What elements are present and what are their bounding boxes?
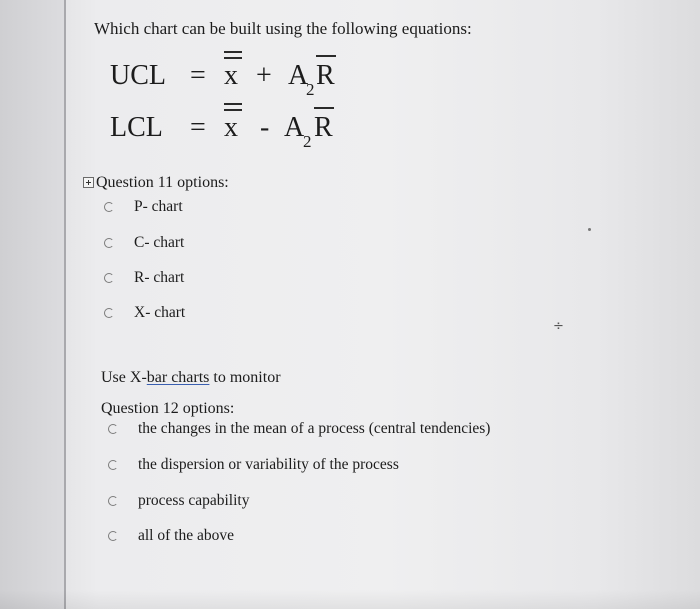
bottom-shadow <box>0 590 700 609</box>
radio-button-icon[interactable] <box>104 202 114 212</box>
plus-box-icon[interactable] <box>83 177 94 188</box>
radio-button-icon[interactable] <box>108 531 118 541</box>
minus-operator: - <box>260 112 270 143</box>
radio-button-icon[interactable] <box>108 460 118 470</box>
radio-button-icon[interactable] <box>104 238 114 248</box>
ucl-label: UCL <box>110 60 166 91</box>
question-12-prompt-start: Use X- <box>101 369 147 386</box>
option-label: X- chart <box>134 304 186 321</box>
a-constant: A <box>284 112 305 143</box>
option-label: P- chart <box>134 198 183 215</box>
equals-sign: = <box>190 112 206 143</box>
dot-mark <box>588 228 591 231</box>
x-double-bar: x <box>224 112 238 143</box>
radio-button-icon[interactable] <box>104 308 114 318</box>
equals-sign: = <box>190 60 206 91</box>
move-cross-icon[interactable]: ÷ <box>553 319 564 334</box>
screen-bezel <box>0 0 64 609</box>
radio-button-icon[interactable] <box>108 496 118 506</box>
radio-button-icon[interactable] <box>104 273 114 283</box>
left-border <box>64 0 66 609</box>
option-label: process capability <box>138 492 250 509</box>
plus-operator: + <box>256 60 272 91</box>
q12-option-capability[interactable] <box>108 491 249 511</box>
option-label: all of the above <box>138 527 234 544</box>
option-label: R- chart <box>134 269 185 286</box>
q11-option-c-chart[interactable] <box>104 233 184 253</box>
lcl-label: LCL <box>110 112 163 143</box>
option-label: the changes in the mean of a process (central tendencies) <box>138 420 491 437</box>
a-subscript: 2 <box>303 132 312 151</box>
q11-option-r-chart[interactable] <box>104 268 184 288</box>
r-bar: R <box>316 60 335 91</box>
radio-button-icon[interactable] <box>108 424 118 434</box>
question-12-prompt <box>101 369 281 387</box>
option-label: C- chart <box>134 234 185 251</box>
x-bar-charts-link[interactable]: bar charts <box>146 369 210 386</box>
question-11-options-header <box>83 174 229 192</box>
option-label: the dispersion or variability of the process <box>138 456 399 473</box>
question-12-options-header: Question 12 options: <box>101 400 235 417</box>
q12-option-mean[interactable] <box>108 419 490 439</box>
q12-option-dispersion[interactable] <box>108 455 399 475</box>
a-subscript: 2 <box>306 80 315 99</box>
x-double-bar: x <box>224 60 238 91</box>
question-12-prompt-end: to monitor <box>209 369 281 386</box>
a-constant: A <box>288 60 309 91</box>
q11-option-x-chart[interactable] <box>104 303 185 323</box>
r-bar: R <box>314 112 333 143</box>
q12-option-all[interactable] <box>108 526 234 546</box>
q11-option-p-chart[interactable] <box>104 197 183 217</box>
question-11-options-label: Question 11 options: <box>96 174 229 191</box>
question-11-prompt: Which chart can be built using the following equations: <box>94 19 472 38</box>
